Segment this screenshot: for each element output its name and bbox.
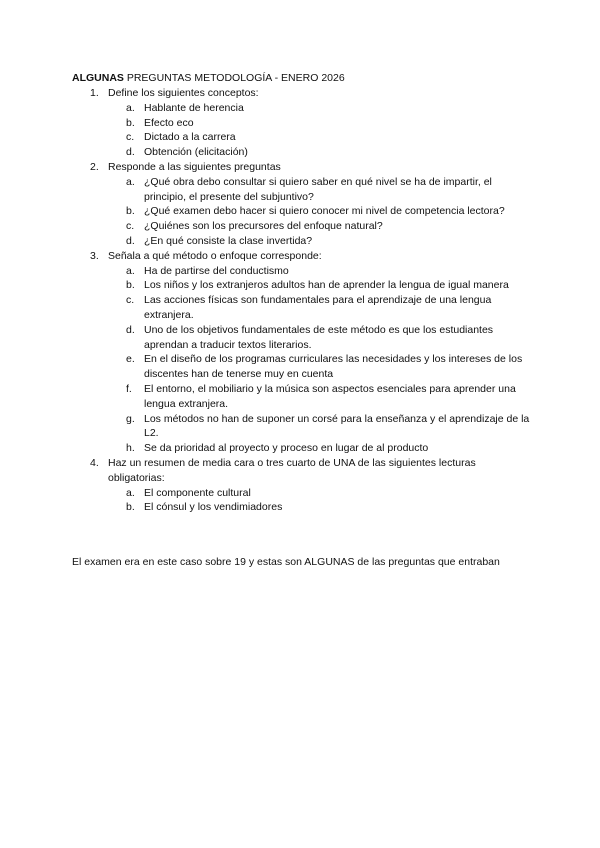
sub-item xyxy=(108,175,532,205)
sub-letter: d. xyxy=(126,146,135,159)
question-item xyxy=(72,160,532,249)
question-item xyxy=(72,456,532,515)
sub-item xyxy=(108,116,532,131)
sub-item xyxy=(108,412,532,442)
sub-text: En el diseño de los programas curriculares las necesidades y los intereses de los discentes han de tenerse muy en cuenta xyxy=(144,353,523,381)
sub-letter: a. xyxy=(126,486,135,499)
sub-letter: d. xyxy=(126,323,135,336)
footer-note: El examen era en este caso sobre 19 y estas son ALGUNAS de las preguntas que entraban xyxy=(72,556,500,568)
title-bold: ALGUNAS xyxy=(72,72,124,84)
sub-text: El componente cultural xyxy=(144,486,251,499)
sub-item xyxy=(108,441,532,456)
sub-text: Uno de los objetivos fundamentales de este método es que los estudiantes aprendan a traducir textos literarios. xyxy=(144,323,494,351)
sub-letter: a. xyxy=(126,101,135,114)
sub-item xyxy=(108,264,532,279)
sub-letter: b. xyxy=(126,116,135,129)
sub-item xyxy=(108,323,532,353)
sub-letter: b. xyxy=(126,205,135,218)
sub-text: Ha de partirse del conductismo xyxy=(144,264,289,277)
sub-letter: c. xyxy=(126,131,135,144)
sub-item xyxy=(108,382,532,412)
sub-text: ¿Qué examen debo hacer si quiero conocer mi nivel de competencia lectora? xyxy=(144,205,505,218)
question-text: Señala a qué método o enfoque corresponde: xyxy=(108,249,322,262)
sub-text: Los métodos no han de suponer un corsé para la enseñanza y el aprendizaje de la L2. xyxy=(144,412,530,440)
question-item xyxy=(72,86,532,160)
question-number: 1. xyxy=(90,87,99,99)
sub-item xyxy=(108,130,532,145)
question-number: 4. xyxy=(90,456,99,469)
sub-item xyxy=(108,278,532,293)
sub-letter: e. xyxy=(126,353,135,366)
title-rest: PREGUNTAS METODOLOGÍA - ENERO 2026 xyxy=(123,72,345,84)
sub-item xyxy=(108,101,532,116)
question-number: 3. xyxy=(90,249,99,262)
sub-text: Obtención (elicitación) xyxy=(144,146,248,159)
sub-item xyxy=(108,500,532,515)
sub-text: ¿En qué consiste la clase invertida? xyxy=(144,234,313,247)
sub-text: Las acciones físicas son fundamentales para el aprendizaje de una lengua extranjera. xyxy=(144,294,492,321)
sub-letter: g. xyxy=(126,412,135,425)
sub-item xyxy=(108,219,532,234)
sub-item xyxy=(108,352,532,382)
sub-list xyxy=(108,486,532,516)
sub-item xyxy=(108,204,532,219)
question-list xyxy=(72,86,532,515)
question-text: Responde a las siguientes preguntas xyxy=(108,160,281,173)
question-number: 2. xyxy=(90,160,99,173)
sub-list xyxy=(108,101,532,160)
sub-letter: a. xyxy=(126,175,135,188)
sub-text: ¿Qué obra debo consultar si quiero saber en qué nivel se ha de impartir, el principio, el presente del subjuntivo? xyxy=(144,175,492,203)
sub-letter: d. xyxy=(126,234,135,247)
sub-list xyxy=(108,264,532,456)
sub-letter: b. xyxy=(126,279,135,292)
sub-letter: c. xyxy=(126,294,135,307)
question-text: Define los siguientes conceptos: xyxy=(108,87,259,99)
sub-text: Dictado a la carrera xyxy=(144,131,236,144)
document-title xyxy=(72,71,345,85)
sub-text: Se da prioridad al proyecto y proceso en lugar de al producto xyxy=(144,442,429,455)
sub-text: El cónsul y los vendimiadores xyxy=(144,501,283,514)
sub-letter: b. xyxy=(126,501,135,514)
sub-letter: f. xyxy=(126,382,132,395)
sub-item xyxy=(108,145,532,160)
sub-item xyxy=(108,486,532,501)
sub-text: Efecto eco xyxy=(144,116,194,129)
sub-list xyxy=(108,175,532,249)
sub-item xyxy=(108,234,532,249)
sub-letter: c. xyxy=(126,220,135,233)
sub-text: Hablante de herencia xyxy=(144,101,244,114)
sub-text: Los niños y los extranjeros adultos han de aprender la lengua de igual manera xyxy=(144,279,509,292)
question-item xyxy=(72,249,532,456)
sub-letter: h. xyxy=(126,442,135,455)
sub-text: El entorno, el mobiliario y la música son aspectos esenciales para aprender una lengua extranjera. xyxy=(144,382,516,410)
question-text: Haz un resumen de media cara o tres cuarto de UNA de las siguientes lecturas obligatorias: xyxy=(108,456,476,484)
sub-text: ¿Quiénes son los precursores del enfoque natural? xyxy=(144,220,383,233)
sub-item xyxy=(108,293,532,323)
sub-letter: a. xyxy=(126,264,135,277)
